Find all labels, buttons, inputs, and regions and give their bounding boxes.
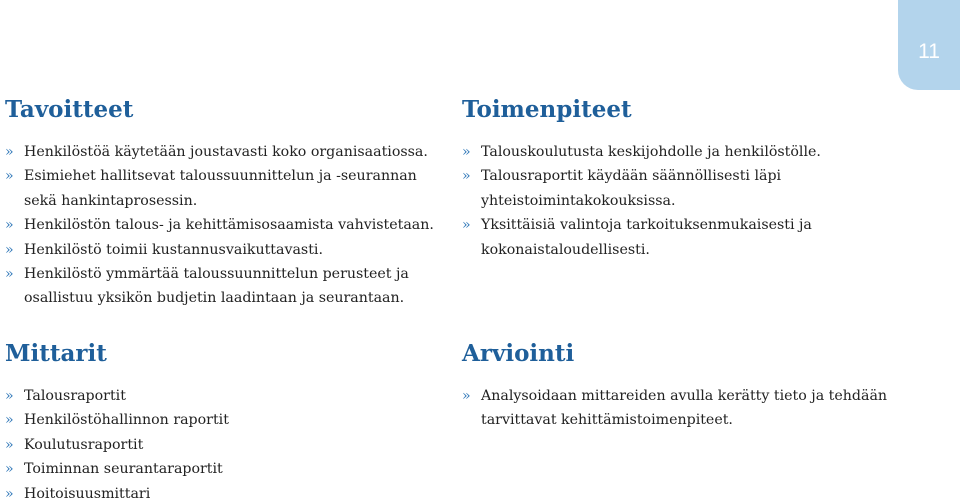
list-item: » Esimiehet hallitsevat taloussuunnittelun ja -seurannan sekä hankintaprosessin. (5, 164, 435, 213)
section-heading-arviointi: Arviointi (462, 340, 575, 367)
list-item: » Talouskoulutusta keskijohdolle ja henkilöstölle. (462, 140, 902, 164)
bullet-marker: » (5, 217, 14, 234)
section-arviointi (462, 340, 902, 433)
page-number-tab (898, 0, 960, 90)
section-mittarit (5, 340, 435, 500)
list-item: » Henkilöstöä käytetään joustavasti koko organisaatiossa. (5, 140, 435, 164)
bullet-marker: » (5, 412, 14, 429)
list-item: » Yksittäisiä valintoja tarkoituksenmukaisesti ja kokonaistaloudellisesti. (462, 213, 902, 262)
bullet-marker: » (462, 144, 471, 160)
list-item: » Toiminnan seurantaraportit (5, 457, 435, 481)
arviointi-list (462, 384, 902, 433)
section-heading-tavoitteet: Tavoitteet (5, 96, 134, 123)
list-item: » Analysoidaan mittareiden avulla kerätty tieto ja tehdään tarvittavat kehittämistoimenpiteet. (462, 384, 902, 433)
bullet-marker: » (5, 388, 14, 404)
bullet-marker: » (5, 144, 14, 160)
tavoitteet-list (5, 140, 435, 311)
list-item: » Henkilöstö ymmärtää taloussuunnittelun perusteet ja osallistuu yksikön budjetin laadintaan ja seurantaan. (5, 262, 435, 311)
bullet-marker: » (462, 168, 471, 185)
bullet-marker: » (462, 388, 471, 404)
bullet-marker: » (5, 241, 14, 258)
list-item: » Koulutusraportit (5, 433, 435, 457)
section-heading-mittarit: Mittarit (5, 340, 107, 367)
bullet-marker: » (462, 217, 471, 234)
bullet-marker: » (5, 436, 14, 453)
list-item: » Henkilöstöhallinnon raportit (5, 408, 435, 432)
list-item: » Henkilöstön talous- ja kehittämisosaamista vahvistetaan. (5, 213, 435, 237)
toimenpiteet-list (462, 140, 902, 262)
section-heading-toimenpiteet: Toimenpiteet (462, 96, 632, 123)
list-item: » Henkilöstö toimii kustannusvaikuttavasti. (5, 238, 435, 262)
mittarit-list (5, 384, 435, 500)
bullet-marker: » (5, 461, 14, 478)
list-item: » Hoitoisuusmittari (5, 482, 435, 500)
bullet-marker: » (5, 168, 14, 185)
page-number: 11 (918, 40, 940, 63)
list-item: » Talousraportit käydään säännöllisesti läpi yhteistoimintakokouksissa. (462, 164, 902, 213)
section-toimenpiteet (462, 96, 902, 262)
section-tavoitteet (5, 96, 435, 311)
bullet-marker: » (5, 266, 14, 283)
list-item: » Talousraportit (5, 384, 435, 408)
bullet-marker: » (5, 485, 14, 500)
